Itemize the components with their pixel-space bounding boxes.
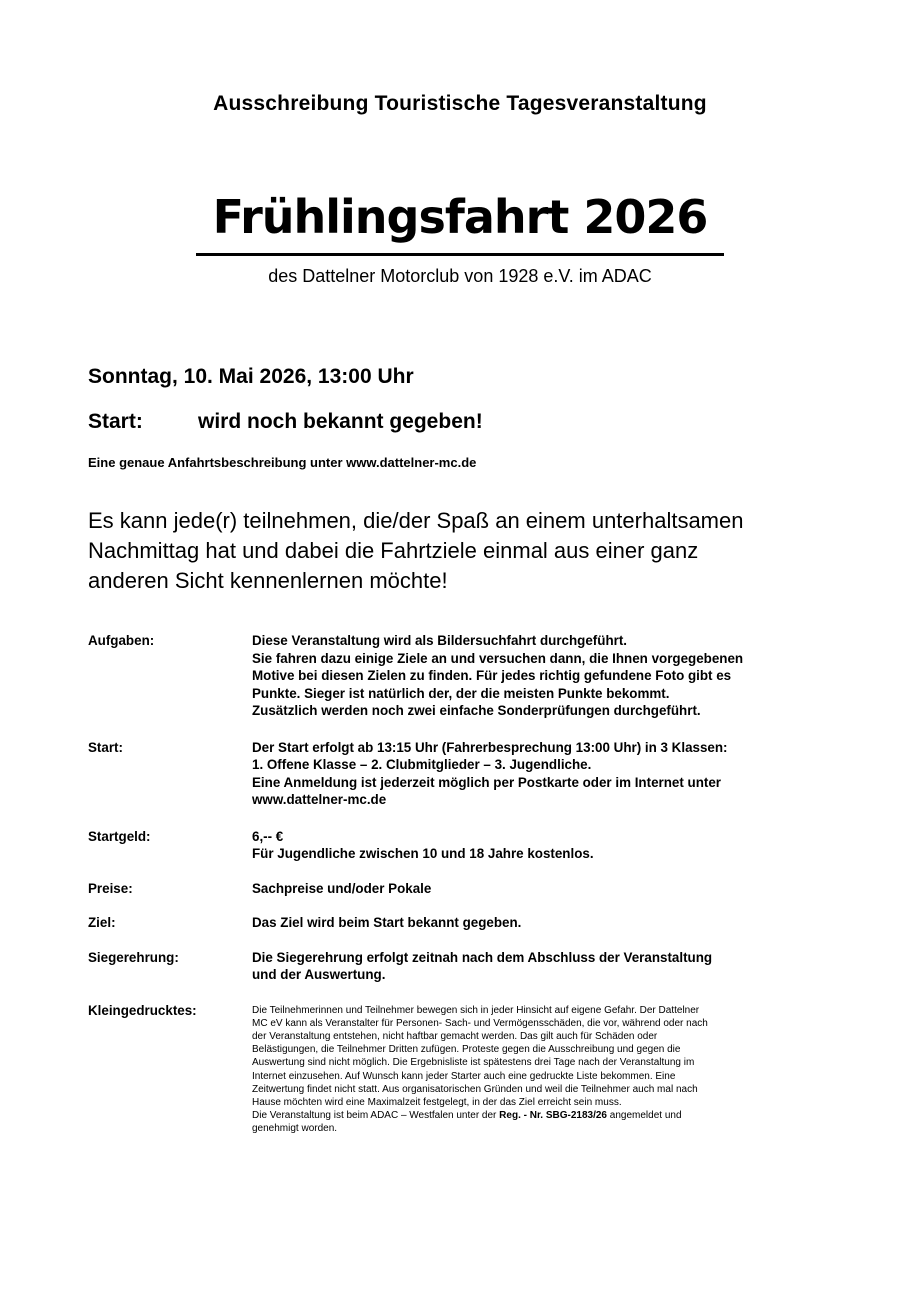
row-line: MC eV kann als Veranstalter für Personen- Sach- und Vermögensschäden, die vor, während oder nach	[252, 1017, 708, 1029]
row-line: 6,-- €	[252, 828, 284, 844]
row-ziel	[88, 914, 838, 932]
row-content	[252, 1002, 832, 1136]
row-label: Ziel:	[88, 915, 116, 930]
row-startgeld	[88, 828, 838, 863]
row-line: der Veranstaltung entstehen, nicht haftbar gemacht werden. Das gilt auch für Schäden oder	[252, 1030, 658, 1042]
row-line: Diese Veranstaltung wird als Bildersuchfahrt durchgeführt.	[252, 633, 628, 648]
row-line: Hause möchten wird eine Maximalzeit festgelegt, in der das Ziel erreicht sein muss.	[252, 1096, 622, 1108]
start-location	[88, 410, 483, 434]
row-line: Belästigungen, die Teilnehmer Dritten zufügen. Proteste gegen die Ausschreibung und gegen die	[252, 1044, 681, 1056]
row-line: Sie fahren dazu einige Ziele an und versuchen dann, die Ihnen vorgegebenen	[252, 650, 744, 666]
directions-note: Eine genaue Anfahrtsbeschreibung unter www.dattelner-mc.de	[88, 455, 477, 470]
row-label: Preise:	[88, 880, 133, 896]
row-content	[252, 739, 832, 809]
row-line: Zusätzlich werden noch zwei einfache Sonderprüfungen durchgeführt.	[252, 703, 701, 718]
row-line: Punkte. Sieger ist natürlich der, der die meisten Punkte bekommt.	[252, 685, 670, 701]
row-preise	[88, 880, 838, 898]
row-label: Kleingedrucktes:	[88, 1002, 197, 1018]
details-table	[88, 632, 838, 1136]
registration-line	[252, 1109, 832, 1122]
start-location-label: Start:	[88, 410, 143, 433]
row-content	[252, 828, 832, 863]
row-label: Siegerehrung:	[88, 949, 179, 965]
registration-suffix: angemeldet und	[607, 1110, 682, 1122]
row-line: und der Auswertung.	[252, 967, 386, 982]
row-line: www.dattelner-mc.de	[252, 792, 387, 807]
row-aufgaben	[88, 632, 838, 720]
row-content	[252, 632, 832, 720]
row-content	[252, 880, 832, 898]
title-underline	[196, 253, 724, 256]
registration-prefix: Die Veranstaltung ist beim ADAC – Westfalen unter der	[252, 1110, 500, 1122]
row-line: Die Teilnehmerinnen und Teilnehmer bewegen sich in jeder Hinsicht auf eigene Gefahr. Der Dattelner	[252, 1004, 700, 1016]
row-line: Die Siegerehrung erfolgt zeitnah nach dem Abschluss der Veranstaltung	[252, 949, 713, 965]
event-date: Sonntag, 10. Mai 2026, 13:00 Uhr	[88, 365, 414, 388]
intro-line: Nachmittag hat und dabei die Fahrtziele einmal aus einer ganz	[88, 538, 699, 563]
row-line: Eine Anmeldung ist jederzeit möglich per Postkarte oder im Internet unter	[252, 774, 722, 790]
row-line: Für Jugendliche zwischen 10 und 18 Jahre kostenlos.	[252, 846, 594, 861]
row-line: Sachpreise und/oder Pokale	[252, 880, 432, 896]
registration-number: Reg. - Nr. SBG-2183/26	[499, 1110, 607, 1122]
organizer-subtitle: des Dattelner Motorclub von 1928 e.V. im ADAC	[268, 266, 652, 286]
row-content	[252, 949, 832, 984]
row-line: 1. Offene Klasse – 2. Clubmitglieder – 3. Jugendliche.	[252, 757, 592, 772]
row-line: Der Start erfolgt ab 13:15 Uhr (Fahrerbesprechung 13:00 Uhr) in 3 Klassen:	[252, 739, 728, 755]
row-line: Internet einzusehen. Auf Wunsch kann jeder Starter auch eine gedruckte Liste bekommen. Eine	[252, 1070, 676, 1082]
start-location-value: wird noch bekannt gegeben!	[198, 410, 483, 433]
row-line: Das Ziel wird beim Start bekannt gegeben.	[252, 915, 522, 930]
row-line: genehmigt worden.	[252, 1123, 338, 1135]
row-label: Aufgaben:	[88, 633, 155, 648]
intro-paragraph	[88, 506, 848, 596]
row-kleingedrucktes	[88, 1002, 838, 1136]
event-title: Frühlingsfahrt 2026	[212, 190, 708, 244]
row-start	[88, 739, 838, 809]
intro-line: Es kann jede(r) teilnehmen, die/der Spaß an einem unterhaltsamen	[88, 508, 744, 533]
row-line: Auswertung sind nicht möglich. Die Ergebnisliste ist spätestens drei Tage nach der Veranstaltung im	[252, 1057, 695, 1069]
row-siegerehrung	[88, 949, 838, 984]
row-content	[252, 914, 832, 932]
row-label: Startgeld:	[88, 828, 151, 844]
row-line: Motive bei diesen Zielen zu finden. Für jedes richtig gefundene Foto gibt es	[252, 668, 732, 683]
row-label: Start:	[88, 739, 123, 755]
document-heading: Ausschreibung Touristische Tagesveranstaltung	[213, 92, 707, 115]
row-line: Zeitwertung findet nicht statt. Aus organisatorischen Gründen und weil die Teilnehmer auch mal nach	[252, 1083, 698, 1095]
intro-line: anderen Sicht kennenlernen möchte!	[88, 568, 448, 593]
